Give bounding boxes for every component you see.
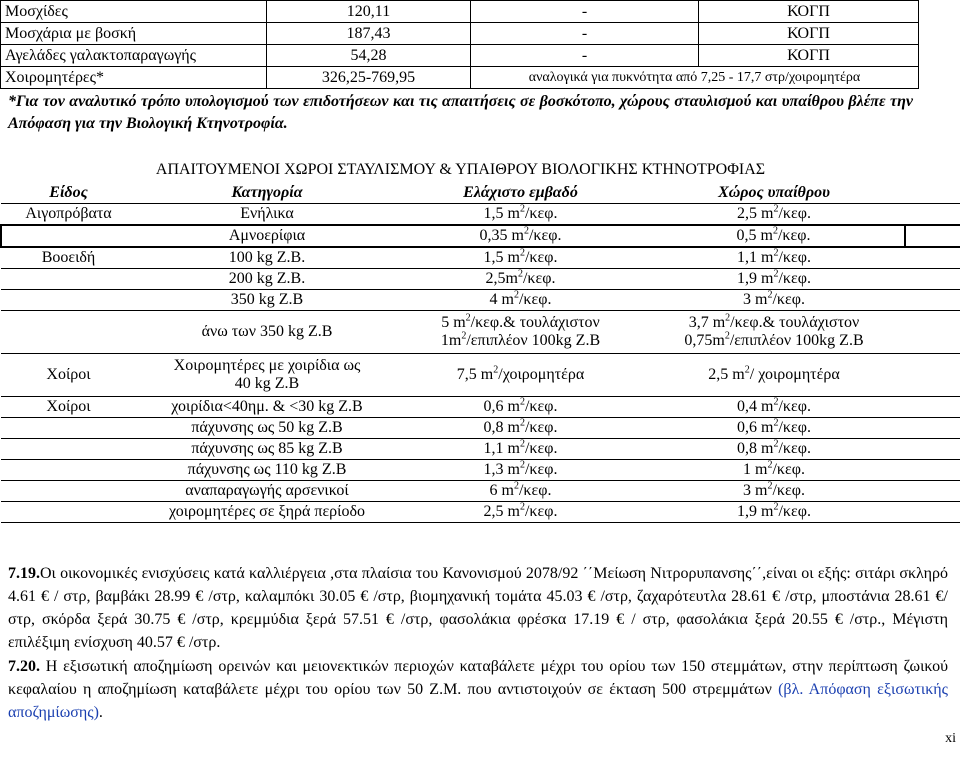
category-cell: 100 kg Ζ.Β. <box>136 247 398 269</box>
outdoor-cell: 1,1 $m^2$/κεφ. <box>643 247 905 269</box>
outdoor-cell: 0,8 $m^2$/κεφ. <box>643 439 905 460</box>
species-cell: Βοοειδή <box>1 247 136 269</box>
min-area-cell: $2,5m^2$/κεφ. <box>398 269 643 290</box>
ref-cell: ΚΟΓΠ <box>699 1 919 23</box>
min-area-cell: 1,1 $m^2$/κεφ. <box>398 439 643 460</box>
species-cell <box>1 481 136 502</box>
payment-table <box>0 0 919 89</box>
outdoor-cell: 0,5 $m^2$/κεφ. <box>643 225 905 247</box>
table-row <box>1 67 919 89</box>
min-area-cell: 4 $m^2$/κεφ. <box>398 290 643 311</box>
header-species: Είδος <box>1 182 136 204</box>
table-row <box>1 1 919 23</box>
header-min-area: Ελάχιστο εμβαδό <box>398 182 643 204</box>
category-cell: χοιρομητέρες σε ξηρά περίοδο <box>136 502 398 523</box>
table-row <box>1 418 960 439</box>
min-area-cell: 5 $m^2/\kappa\varepsilon\varphi.\&$ τουλάχιστον $1m^2$/επιπλέον 100kg Ζ.Β <box>398 311 643 354</box>
min-area-cell: 1,5 $m^2$/κεφ. <box>398 204 643 226</box>
table-row <box>1 354 960 397</box>
table-row <box>1 269 960 290</box>
min-area-cell: 0,35 $m^2$/κεφ. <box>398 225 643 247</box>
table-row <box>1 247 960 269</box>
table-row <box>1 225 960 247</box>
ref-cell: ΚΟΓΠ <box>699 23 919 45</box>
decision-link[interactable]: (βλ. Απόφαση εξισωτικής αποζημίωσης) <box>8 681 948 721</box>
space-requirements-table <box>0 182 960 523</box>
animal-cell: Χοιρομητέρες* <box>1 67 267 89</box>
dash-cell: - <box>471 23 699 45</box>
species-cell: Χοίροι <box>1 354 136 397</box>
value-cell: 326,25-769,95 <box>267 67 471 89</box>
header-category: Κατηγορία <box>136 182 398 204</box>
animal-cell: Μοσχίδες <box>1 1 267 23</box>
paragraph-text: Η εξισωτική αποζημίωση ορεινών και μειονεκτικών περιοχών καταβάλετε μέχρι του ορίου των 150 στεμμάτων, στην περίπτωση ζωικού κεφαλαίου η αποζημίωση καταβάλετε μέχρι του ορίου των 50 Ζ.Μ. που αντιστοιχούν σε έκταση 500 στρεμμάτων <box>8 658 948 698</box>
min-area-cell: 1,3 $m^2$/κεφ. <box>398 460 643 481</box>
outdoor-cell: 2,5 $m^2$/κεφ. <box>643 204 905 226</box>
table-row <box>1 397 960 418</box>
outdoor-cell: 3,7 $m^2/\kappa\varepsilon\varphi.\&$ τουλάχιστον $0,75m^2$/επιπλέον 100kg Ζ.Β <box>643 311 905 354</box>
outdoor-cell: 3 $m^2$/κεφ. <box>643 290 905 311</box>
page-number: xi <box>945 731 956 746</box>
paragraph-text: Οι οικονομικές ενισχύσεις κατά καλλιέργεια ,στα πλαίσια του Κανονισμού 2078/92 ΄΄Μείωση Νιτρορυπανσης΄΄,είναι οι εξής: σιτάρι σκληρό 4.61 € / στρ, βαμβάκι 28.99 € /στρ, καλαμπόκι 30.05 € /στρ, βιομηχανική τομάτα 45.03 € /στρ, ζαχαρότευτλα 28.61 € /στρ, μποστάνια 28.61 €/στρ, σκόρδα ξερά 30.75 € /στρ, κρεμμύδια ξερά 57.51 € /στρ, φασολάκια φρέσκα 17.19 € / στρ, φασολάκια ξερά 20.55 € /στρ., Μέγιστη επιλέξιμη ενίσχυση 40.57 € /στρ. <box>8 565 948 651</box>
outdoor-cell: 3 $m^2$/κεφ. <box>643 481 905 502</box>
table-row <box>1 439 960 460</box>
outdoor-cell: 0,6 $m^2$/κεφ. <box>643 418 905 439</box>
min-area-cell: 2,5 $m^2$/κεφ. <box>398 502 643 523</box>
species-cell <box>1 311 136 354</box>
section-heading: ΑΠΑΙΤΟΥΜΕΝΟΙ ΧΩΡΟΙ ΣΤΑΥΛΙΣΜΟΥ & ΥΠΑΙΘΡΟΥ ΒΙΟΛΟΓΙΚΗΣ ΚΤΗΝΟΤΡΟΦΙΑΣ <box>155 161 766 178</box>
category-cell: 350 kg Ζ.Β <box>136 290 398 311</box>
category-cell: χοιρίδια<40ημ. & <30 kg Ζ.Β <box>136 397 398 418</box>
value-cell: 54,28 <box>267 45 471 67</box>
category-cell: αναπαραγωγής αρσενικοί <box>136 481 398 502</box>
paragraph-7-19 <box>8 562 948 654</box>
min-area-cell: 0,8 $m^2$/κεφ. <box>398 418 643 439</box>
category-cell: πάχυνσης ως 50 kg Ζ.Β <box>136 418 398 439</box>
species-cell <box>1 290 136 311</box>
category-cell: Αμνοερίφια <box>136 225 398 247</box>
species-cell <box>1 460 136 481</box>
outdoor-cell: 1,9 $m^2$/κεφ. <box>643 269 905 290</box>
animal-cell: Μοσχάρια με βοσκή <box>1 23 267 45</box>
species-cell <box>1 418 136 439</box>
dash-cell: - <box>471 45 699 67</box>
footnote: *Για τον αναλυτικό τρόπο υπολογισμού των επιδοτήσεων και τις απαιτήσεις σε βοσκότοπο, χώρους σταυλισμού και υπαίθρου βλέπε την Απόφαση για την Βιολογική Κτηνοτροφία. <box>8 93 913 132</box>
outdoor-cell: 2,5 $m^2/$ χοιρομητέρα <box>643 354 905 397</box>
value-cell: 120,11 <box>267 1 471 23</box>
animal-cell: Αγελάδες γαλακτοπαραγωγής <box>1 45 267 67</box>
table-row <box>1 481 960 502</box>
table-row <box>1 45 919 67</box>
category-cell: Ενήλικα <box>136 204 398 226</box>
dash-cell: - <box>471 1 699 23</box>
species-cell <box>1 269 136 290</box>
table-row <box>1 460 960 481</box>
ref-cell: ΚΟΓΠ <box>699 45 919 67</box>
table-row <box>1 290 960 311</box>
category-cell: πάχυνσης ως 110 kg Ζ.Β <box>136 460 398 481</box>
table-row <box>1 311 960 354</box>
species-cell: Χοίροι <box>1 397 136 418</box>
outdoor-cell: 0,4 $m^2$/κεφ. <box>643 397 905 418</box>
value-cell: 187,43 <box>267 23 471 45</box>
paragraph-7-20: 7.20. Η εξισωτική αποζημίωση ορεινών και μειονεκτικών περιοχών καταβάλετε μέχρι του ορίου των 150 στεμμάτων, στην περίπτωση ζωικού κεφαλαίου η αποζημίωση καταβάλετε μέχρι του ορίου των 50 Ζ.Μ. που αντιστοιχούν σε έκταση 500 στρεμμάτων (βλ. Απόφαση εξισωτικής αποζημίωσης). <box>8 658 948 721</box>
outdoor-cell: 1 $m^2$/κεφ. <box>643 460 905 481</box>
category-cell: άνω των 350 kg Ζ.Β <box>136 311 398 354</box>
category-cell: 200 kg Ζ.Β. <box>136 269 398 290</box>
table-header-row <box>1 182 960 204</box>
header-outdoor: Χώρος υπαίθρου <box>643 182 905 204</box>
paragraph-number: 7.20. <box>8 658 40 675</box>
table-row <box>1 204 960 226</box>
density-cell: αναλογικά για πυκνότητα από 7,25 - 17,7 στρ/χοιρομητέρα <box>471 67 919 89</box>
category-cell: πάχυνσης ως 85 kg Ζ.Β <box>136 439 398 460</box>
outdoor-cell: 1,9 $m^2$/κεφ. <box>643 502 905 523</box>
species-cell <box>1 502 136 523</box>
table-row <box>1 502 960 523</box>
species-cell: Αιγοπρόβατα <box>1 204 136 226</box>
min-area-cell: 0,6 $m^2$/κεφ. <box>398 397 643 418</box>
species-cell <box>1 225 136 247</box>
category-cell: Χοιρομητέρες με χοιρίδια ως 40 kg Ζ.Β <box>136 354 398 397</box>
paragraph-number: 7.19. <box>8 565 40 582</box>
min-area-cell: 6 $m^2$/κεφ. <box>398 481 643 502</box>
min-area-cell: 7,5 $m^2$/χοιρομητέρα <box>398 354 643 397</box>
table-row <box>1 23 919 45</box>
species-cell <box>1 439 136 460</box>
min-area-cell: 1,5 $m^2$/κεφ. <box>398 247 643 269</box>
